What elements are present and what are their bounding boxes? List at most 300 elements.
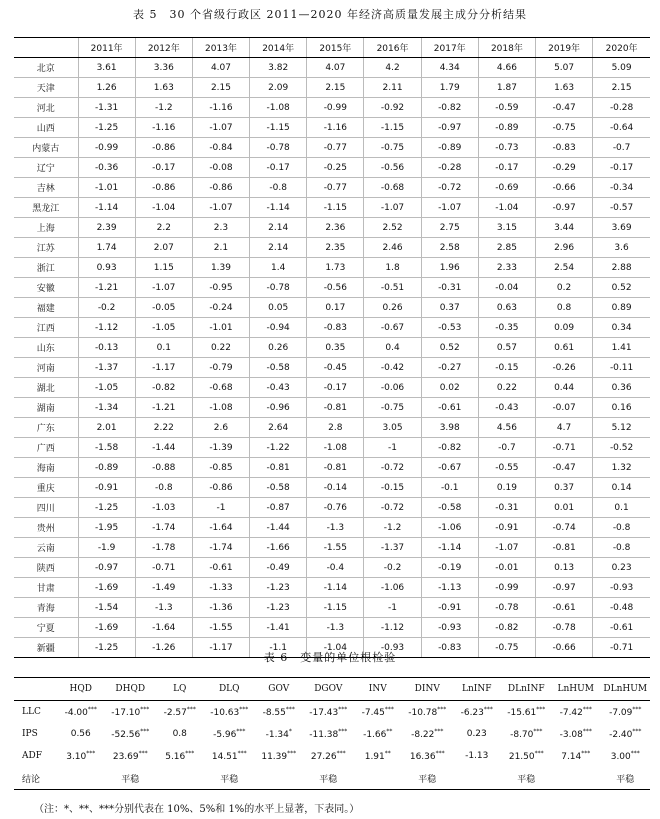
score-cell: 2.01 — [78, 418, 135, 438]
score-cell: 4.07 — [307, 58, 364, 78]
statistic-cell — [304, 701, 354, 724]
score-cell: -0.47 — [536, 98, 593, 118]
significance-marker: *** — [236, 728, 246, 735]
score-cell: 2.85 — [478, 238, 535, 258]
score-cell: -0.78 — [536, 618, 593, 638]
score-cell: -1.25 — [78, 498, 135, 518]
score-cell: 2.54 — [536, 258, 593, 278]
statistic-cell — [205, 745, 255, 767]
score-cell: -0.91 — [421, 598, 478, 618]
significance-marker: *** — [338, 706, 348, 713]
score-cell: -0.28 — [421, 158, 478, 178]
score-cell: 0.4 — [364, 338, 421, 358]
score-cell: -1.22 — [250, 438, 307, 458]
score-cell: -0.85 — [192, 458, 249, 478]
score-cell: 0.89 — [593, 298, 650, 318]
score-cell: 3.6 — [593, 238, 650, 258]
score-cell: 1.39 — [192, 258, 249, 278]
statistic-cell — [56, 701, 106, 724]
province-name-cell: 重庆 — [14, 478, 78, 498]
table6-variable-header: DGOV — [304, 678, 354, 701]
statistic-cell — [403, 701, 453, 724]
score-cell: 0.8 — [536, 298, 593, 318]
score-cell: -0.72 — [364, 498, 421, 518]
table5-row — [14, 238, 650, 258]
significance-marker: *** — [285, 706, 295, 713]
statistic-value: -6.23 — [460, 708, 484, 718]
score-cell: -1.13 — [421, 578, 478, 598]
statistic-cell — [452, 701, 502, 724]
province-name-cell: 北京 — [14, 58, 78, 78]
score-cell: 0.14 — [593, 478, 650, 498]
score-cell: -1.05 — [78, 378, 135, 398]
score-cell: 2.09 — [250, 78, 307, 98]
score-cell: -0.83 — [421, 638, 478, 658]
statistic-cell — [254, 701, 304, 724]
score-cell: -0.56 — [364, 158, 421, 178]
score-cell: -0.06 — [364, 378, 421, 398]
table5-row — [14, 478, 650, 498]
score-cell: -0.67 — [421, 458, 478, 478]
score-cell: 3.61 — [78, 58, 135, 78]
score-cell: -0.58 — [250, 478, 307, 498]
province-name-cell: 黑龙江 — [14, 198, 78, 218]
score-cell: -0.97 — [536, 198, 593, 218]
statistic-cell — [254, 745, 304, 767]
significance-marker: *** — [536, 706, 546, 713]
table5-corner-header — [14, 38, 78, 58]
score-cell: -0.77 — [307, 178, 364, 198]
score-cell: -0.25 — [307, 158, 364, 178]
score-cell: 0.19 — [478, 478, 535, 498]
table5-row — [14, 138, 650, 158]
score-cell: -1.39 — [192, 438, 249, 458]
statistic-value: -4.00 — [64, 708, 88, 718]
table5-year-header: 2015年 — [307, 38, 364, 58]
score-cell: -1.15 — [307, 598, 364, 618]
score-cell: -0.82 — [421, 438, 478, 458]
table5-row — [14, 378, 650, 398]
statistic-value: 27.26 — [310, 752, 337, 762]
score-cell: -0.78 — [250, 138, 307, 158]
score-cell: 0.16 — [593, 398, 650, 418]
score-cell: 0.2 — [536, 278, 593, 298]
score-cell: -0.75 — [364, 138, 421, 158]
province-name-cell: 辽宁 — [14, 158, 78, 178]
statistic-cell — [502, 767, 552, 790]
score-cell: -0.31 — [421, 278, 478, 298]
table6-variable-header: INV — [353, 678, 403, 701]
province-name-cell: 四川 — [14, 498, 78, 518]
statistic-cell — [304, 767, 354, 790]
score-cell: -0.61 — [593, 618, 650, 638]
score-cell: -1.12 — [364, 618, 421, 638]
significance-marker: *** — [138, 750, 148, 757]
score-cell: 1.4 — [250, 258, 307, 278]
statistic-value: -2.57 — [163, 708, 187, 718]
table5-row — [14, 358, 650, 378]
score-cell: -0.91 — [78, 478, 135, 498]
statistic-cell — [403, 723, 453, 745]
statistic-cell — [353, 767, 403, 790]
score-cell: 0.57 — [478, 338, 535, 358]
statistic-value: 21.50 — [508, 752, 535, 762]
score-cell: 2.14 — [250, 218, 307, 238]
table5-row — [14, 418, 650, 438]
score-cell: -1.64 — [135, 618, 192, 638]
score-cell: -0.99 — [478, 578, 535, 598]
table6-variable-header: LnINF — [452, 678, 502, 701]
score-cell: -0.05 — [135, 298, 192, 318]
statistic-cell — [601, 723, 651, 745]
statistic-value: 平稳 — [319, 774, 338, 785]
score-cell: -1.23 — [250, 578, 307, 598]
score-cell: -0.53 — [421, 318, 478, 338]
statistic-value: 3.10 — [66, 752, 87, 762]
table5-row — [14, 538, 650, 558]
table5-row — [14, 98, 650, 118]
score-cell: -0.96 — [250, 398, 307, 418]
score-cell: -0.75 — [478, 638, 535, 658]
table5-row — [14, 158, 650, 178]
score-cell: -0.55 — [478, 458, 535, 478]
score-cell: -0.28 — [593, 98, 650, 118]
statistic-cell — [551, 767, 601, 790]
statistic-value: -1.13 — [465, 751, 489, 761]
table6-variable-header: DLQ — [205, 678, 255, 701]
table5-row — [14, 178, 650, 198]
score-cell: -1.05 — [135, 318, 192, 338]
score-cell: -0.95 — [192, 278, 249, 298]
statistic-cell — [106, 767, 156, 790]
table5-year-header: 2014年 — [250, 38, 307, 58]
score-cell: -1.07 — [192, 198, 249, 218]
table5-row — [14, 338, 650, 358]
significance-marker: *** — [632, 728, 642, 735]
table5-year-header: 2013年 — [192, 38, 249, 58]
table6-variable-header: DHQD — [106, 678, 156, 701]
table5-row — [14, 438, 650, 458]
statistic-value: -7.45 — [361, 708, 385, 718]
score-cell: 2.07 — [135, 238, 192, 258]
statistic-value: 3.00 — [610, 752, 631, 762]
statistic-cell — [205, 767, 255, 790]
statistic-value: 5.16 — [165, 752, 186, 762]
statistic-cell — [551, 745, 601, 767]
statistic-cell — [502, 701, 552, 724]
score-cell: -1.36 — [192, 598, 249, 618]
table5-row — [14, 298, 650, 318]
table6-variable-header: GOV — [254, 678, 304, 701]
table6 — [14, 677, 650, 790]
score-cell: -1.69 — [78, 578, 135, 598]
statistic-cell — [353, 745, 403, 767]
score-cell: -0.75 — [364, 398, 421, 418]
statistic-value: -15.61 — [507, 708, 537, 718]
statistic-value: 0.56 — [70, 729, 91, 739]
score-cell: -1.54 — [78, 598, 135, 618]
score-cell: -0.81 — [250, 458, 307, 478]
score-cell: -0.8 — [250, 178, 307, 198]
table5-year-header: 2017年 — [421, 38, 478, 58]
score-cell: 2.3 — [192, 218, 249, 238]
province-name-cell: 云南 — [14, 538, 78, 558]
score-cell: -0.42 — [364, 358, 421, 378]
score-cell: 1.32 — [593, 458, 650, 478]
table5-row — [14, 278, 650, 298]
significance-marker: * — [288, 728, 292, 735]
score-cell: -0.61 — [421, 398, 478, 418]
statistic-value: 1.91 — [364, 752, 385, 762]
score-cell: 0.37 — [536, 478, 593, 498]
significance-marker: *** — [434, 728, 444, 735]
score-cell: -0.43 — [250, 378, 307, 398]
province-name-cell: 江西 — [14, 318, 78, 338]
statistic-cell — [601, 767, 651, 790]
score-cell: 3.69 — [593, 218, 650, 238]
statistic-cell — [106, 701, 156, 724]
significance-marker: *** — [287, 750, 297, 757]
score-cell: -0.66 — [536, 638, 593, 658]
score-cell: 2.96 — [536, 238, 593, 258]
statistic-cell — [56, 767, 106, 790]
statistic-cell — [452, 723, 502, 745]
score-cell: 0.36 — [593, 378, 650, 398]
table5-row — [14, 558, 650, 578]
significance-marker: *** — [437, 706, 447, 713]
score-cell: -0.1 — [421, 478, 478, 498]
statistic-value: -7.09 — [609, 708, 633, 718]
score-cell: -0.8 — [593, 538, 650, 558]
score-cell: -1.44 — [250, 518, 307, 538]
score-cell: -1.08 — [192, 398, 249, 418]
score-cell: 0.1 — [593, 498, 650, 518]
statistic-cell — [353, 723, 403, 745]
significance-marker: *** — [384, 706, 394, 713]
significance-marker: *** — [338, 728, 348, 735]
score-cell: -1.37 — [78, 358, 135, 378]
table6-variable-header: LQ — [155, 678, 205, 701]
statistic-cell — [205, 723, 255, 745]
score-cell: 3.82 — [250, 58, 307, 78]
statistic-value: -8.22 — [411, 730, 435, 740]
score-cell: 2.6 — [192, 418, 249, 438]
statistic-value: 平稳 — [517, 774, 536, 785]
table5-row — [14, 78, 650, 98]
table5-row — [14, 198, 650, 218]
statistic-cell — [601, 745, 651, 767]
score-cell: 5.07 — [536, 58, 593, 78]
statistic-cell — [601, 701, 651, 724]
table5-row — [14, 318, 650, 338]
statistic-cell — [155, 767, 205, 790]
score-cell: -0.04 — [478, 278, 535, 298]
significance-marker: *** — [582, 728, 592, 735]
score-cell: -0.52 — [593, 438, 650, 458]
score-cell: 1.87 — [478, 78, 535, 98]
score-cell: -0.61 — [192, 558, 249, 578]
score-cell: -1 — [364, 598, 421, 618]
statistic-cell — [502, 745, 552, 767]
significance-marker: *** — [185, 750, 195, 757]
score-cell: -0.78 — [478, 598, 535, 618]
statistic-value: -8.55 — [262, 708, 286, 718]
statistic-value: -1.66 — [363, 730, 387, 740]
significance-marker: *** — [533, 728, 543, 735]
province-name-cell: 贵州 — [14, 518, 78, 538]
statistic-value: 16.36 — [409, 752, 436, 762]
statistic-value: -52.56 — [111, 730, 141, 740]
score-cell: -0.7 — [593, 138, 650, 158]
statistic-value: 0.23 — [466, 729, 487, 739]
score-cell: 5.09 — [593, 58, 650, 78]
score-cell: 1.8 — [364, 258, 421, 278]
score-cell: -1.25 — [78, 118, 135, 138]
score-cell: -1.2 — [364, 518, 421, 538]
score-cell: -0.45 — [307, 358, 364, 378]
score-cell: 1.73 — [307, 258, 364, 278]
score-cell: 3.15 — [478, 218, 535, 238]
score-cell: -1.69 — [78, 618, 135, 638]
table5-row — [14, 518, 650, 538]
score-cell: -1.33 — [192, 578, 249, 598]
score-cell: -1.03 — [135, 498, 192, 518]
test-name-cell: ADF — [22, 751, 42, 761]
score-cell: -1.64 — [192, 518, 249, 538]
score-cell: -0.8 — [593, 518, 650, 538]
score-cell: -1.04 — [135, 198, 192, 218]
test-name-cell: LLC — [22, 707, 41, 717]
score-cell: -0.81 — [307, 398, 364, 418]
score-cell: -1.23 — [250, 598, 307, 618]
province-name-cell: 青海 — [14, 598, 78, 618]
score-cell: -0.81 — [307, 458, 364, 478]
table5-row — [14, 598, 650, 618]
score-cell: -0.72 — [421, 178, 478, 198]
score-cell: 0.05 — [250, 298, 307, 318]
score-cell: -0.47 — [536, 458, 593, 478]
score-cell: -1.58 — [78, 438, 135, 458]
score-cell: -0.19 — [421, 558, 478, 578]
score-cell: 0.01 — [536, 498, 593, 518]
score-cell: -1.06 — [364, 578, 421, 598]
score-cell: 1.63 — [135, 78, 192, 98]
score-cell: -1.01 — [78, 178, 135, 198]
score-cell: 0.35 — [307, 338, 364, 358]
score-cell: -1.9 — [78, 538, 135, 558]
score-cell: -0.07 — [536, 398, 593, 418]
province-name-cell: 吉林 — [14, 178, 78, 198]
province-name-cell: 上海 — [14, 218, 78, 238]
table5-row — [14, 398, 650, 418]
score-cell: 2.36 — [307, 218, 364, 238]
table5-row — [14, 258, 650, 278]
score-cell: -1.17 — [135, 358, 192, 378]
score-cell: -1.15 — [250, 118, 307, 138]
statistic-cell — [353, 701, 403, 724]
score-cell: -0.13 — [78, 338, 135, 358]
score-cell: -1.16 — [307, 118, 364, 138]
score-cell: -0.61 — [536, 598, 593, 618]
significance-marker: *** — [140, 706, 150, 713]
table5-row — [14, 58, 650, 78]
score-cell: -1.21 — [135, 398, 192, 418]
statistic-cell — [452, 767, 502, 790]
table5-year-header: 2020年 — [593, 38, 650, 58]
score-cell: 0.23 — [593, 558, 650, 578]
score-cell: -1.26 — [135, 638, 192, 658]
score-cell: 0.61 — [536, 338, 593, 358]
score-cell: -0.17 — [478, 158, 535, 178]
score-cell: 2.1 — [192, 238, 249, 258]
score-cell: -0.4 — [307, 558, 364, 578]
score-cell: -0.15 — [478, 358, 535, 378]
score-cell: -0.01 — [478, 558, 535, 578]
table6-caption: 表 6 变量的单位根检验 — [263, 651, 397, 664]
score-cell: 0.37 — [421, 298, 478, 318]
significance-marker: ** — [384, 750, 391, 757]
score-cell: -0.84 — [192, 138, 249, 158]
table6-variable-header: LnHUM — [551, 678, 601, 701]
score-cell: -0.78 — [250, 278, 307, 298]
table6-variable-header: DLnINF — [502, 678, 552, 701]
score-cell: -0.67 — [364, 318, 421, 338]
score-cell: -1 — [192, 498, 249, 518]
score-cell: -1.2 — [135, 98, 192, 118]
score-cell: -0.24 — [192, 298, 249, 318]
statistic-cell — [106, 745, 156, 767]
score-cell: -0.71 — [593, 638, 650, 658]
statistic-cell — [155, 701, 205, 724]
score-cell: -0.93 — [364, 638, 421, 658]
score-cell: -1.95 — [78, 518, 135, 538]
score-cell: 3.98 — [421, 418, 478, 438]
table5-row — [14, 118, 650, 138]
score-cell: -0.31 — [478, 498, 535, 518]
score-cell: 0.93 — [78, 258, 135, 278]
score-cell: 4.07 — [192, 58, 249, 78]
statistic-value: -17.43 — [309, 708, 339, 718]
score-cell: -1.12 — [78, 318, 135, 338]
score-cell: -0.86 — [192, 478, 249, 498]
score-cell: -1.37 — [364, 538, 421, 558]
score-cell: -1.3 — [135, 598, 192, 618]
score-cell: -0.17 — [307, 378, 364, 398]
score-cell: -1.01 — [192, 318, 249, 338]
score-cell: 2.15 — [307, 78, 364, 98]
significance-marker: *** — [581, 750, 591, 757]
score-cell: -0.2 — [364, 558, 421, 578]
score-cell: 2.11 — [364, 78, 421, 98]
score-cell: 0.52 — [593, 278, 650, 298]
score-cell: -0.97 — [536, 578, 593, 598]
score-cell: -0.68 — [364, 178, 421, 198]
score-cell: -1.78 — [135, 538, 192, 558]
score-cell: -0.76 — [307, 498, 364, 518]
score-cell: 1.63 — [536, 78, 593, 98]
score-cell: -1.74 — [135, 518, 192, 538]
significance-marker: *** — [632, 706, 642, 713]
statistic-value: -3.08 — [559, 730, 583, 740]
statistic-value: 7.14 — [561, 752, 582, 762]
statistic-value: -1.34 — [265, 730, 289, 740]
table5-year-header: 2019年 — [536, 38, 593, 58]
score-cell: -1.41 — [250, 618, 307, 638]
table6-variable-header: DLnHUM — [601, 678, 651, 701]
statistic-value: 23.69 — [112, 752, 139, 762]
province-name-cell: 湖南 — [14, 398, 78, 418]
score-cell: -0.71 — [536, 438, 593, 458]
